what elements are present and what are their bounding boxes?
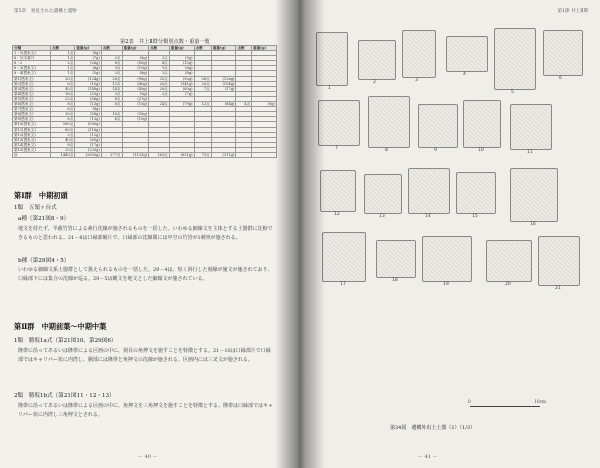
table-cell: 14点 (101, 86, 122, 91)
table-cell: 6点 (51, 107, 75, 112)
pottery-sherd-drawing (456, 172, 496, 214)
figure-number-label: 15 (472, 214, 478, 219)
paragraph-3: 隆帯に沿ってあるいは隆帯による区画の中に、刻目の角押文を施すことを特徴とする。21－10は口縁部片で口縁部ではキャリパー状に内湾し、胴部には隆帯と角押文の沈線が施される。区画内には三叉文が施される。 (18, 348, 271, 363)
table-cell: (8g) (75, 107, 102, 112)
table-cell: (2930g) (75, 152, 102, 157)
figure-number-label: 10 (478, 148, 484, 153)
table-cell: 第3(撚糸文) (13, 86, 51, 91)
paragraph-1: 地文を持たず、半截竹管による素行沈線が施されるものを一括した。いわゆる細線文を主体とする土器群に比較できるものと思われる。21－8は口縁部破片で、口縁部の沈線間には中空の竹管が1刺突が施される。 (18, 226, 273, 241)
pottery-sherd-drawing (364, 174, 402, 214)
table-cell: 2点 (51, 132, 75, 137)
table-cell: (10g) (75, 81, 102, 86)
table-body (13, 51, 277, 158)
table-cell: (6g) (75, 66, 102, 71)
table-cell: (92g) (169, 76, 194, 81)
figure-number-label: 5 (511, 90, 514, 95)
figure-number-label: 6 (559, 76, 562, 81)
table-cell: (26g) (75, 61, 102, 66)
table-cell: 1440点 (51, 152, 75, 157)
table-cell: 1・1(撚糸文) (13, 51, 51, 56)
table-cell: (311g) (211, 152, 236, 157)
table-cell: 6点 (101, 102, 122, 107)
pottery-sherd-drawing (422, 236, 472, 282)
table-cell: 第2(撚糸文) (13, 81, 51, 86)
table-cell: (98g) (122, 76, 149, 81)
pottery-sherd-drawing (538, 236, 580, 286)
table-cell: (5g) (75, 71, 102, 76)
table-cell: (17g) (75, 142, 102, 147)
table-cell: 4点 (236, 102, 252, 107)
table-cell: 28点 (101, 76, 122, 81)
table-cell: (124g) (75, 76, 102, 81)
table-cell: 2点 (149, 91, 170, 96)
figure-number-label: 14 (425, 214, 431, 219)
table-cell: 3点 (101, 66, 122, 71)
scale-label-10cm: 10cm (534, 399, 546, 404)
table-cell: (64g) (211, 102, 236, 107)
table-cell: 1点 (51, 56, 75, 61)
left-page (0, 0, 298, 468)
table-cell: 32点 (149, 76, 170, 81)
table-header-cell: 重量(g) (211, 46, 236, 51)
figure-number-label: 8 (385, 148, 388, 153)
table-cell: 163点 (149, 152, 170, 157)
figure-number-label: 19 (443, 282, 449, 287)
table-cell: 30点 (51, 112, 75, 117)
table-cell: (65g) (75, 137, 102, 142)
table-header-cell: 点数 (51, 46, 75, 51)
table-cell: 8・3(撚糸文) (13, 66, 51, 71)
heading-group-1-subtype-a: a種（第21図8・9） (18, 216, 70, 222)
table-cell: 第11(撚糸文) (13, 127, 51, 132)
table-cell: (225g) (75, 147, 102, 152)
figure-number-label: 16 (530, 222, 536, 227)
table-cell: 277点 (101, 152, 122, 157)
table-cell: (17g) (211, 86, 236, 91)
table-cell: (60g) (169, 86, 194, 91)
figure-number-label: 7 (335, 146, 338, 151)
figure-number-label: 12 (334, 212, 340, 217)
table-cell: 20点 (51, 76, 75, 81)
table-cell: 第10(撚糸文) (13, 122, 51, 127)
figure-caption: 第34図 遺構外出土土器（1）（1/3） (390, 425, 476, 431)
table-cell: 20点 (149, 81, 170, 86)
table-cell: (8g) (122, 71, 149, 76)
table-cell: (149g) (75, 86, 102, 91)
figure-number-label: 9 (434, 148, 437, 153)
table-cell: (104g) (211, 81, 236, 86)
table-cell: 1点 (51, 66, 75, 71)
table-cell: 2点 (51, 61, 75, 66)
table-cell: 第5(撚糸文) (13, 96, 51, 101)
table-header-cell: 点数 (101, 46, 122, 51)
table-cell: 8・1(木葉?) (13, 56, 51, 61)
table-cell: 1点 (51, 51, 75, 56)
table-cell: 4点 (101, 117, 122, 122)
table-cell: 40点 (51, 86, 75, 91)
table-cell: (30g) (122, 112, 149, 117)
figure-number-label: 17 (340, 282, 346, 287)
table-cell: (8g) (75, 51, 102, 56)
table-cell: (13g) (75, 117, 102, 122)
table-cell: (15g) (169, 61, 194, 66)
table-cell: (621g) (169, 152, 194, 157)
table-cell (252, 152, 277, 157)
table-header-cell: 点数 (236, 46, 252, 51)
heading-group-1-subtype-b: b種（第29図4・5） (18, 258, 70, 264)
running-head-right: 第1節 井上Ⅱ期 (557, 9, 588, 14)
table-cell: 第4(撚糸文) (13, 91, 51, 96)
paragraph-4: 隆帯に沿ってあるいは隆帯による区画の中に、角押文を三角押文を施すことを特徴とする。隆帯は口縁部ではキャリパー状に内湾し三角押文とされる。 (18, 403, 274, 418)
table-cell: 16点 (101, 112, 122, 117)
table-cell: (6g) (169, 66, 194, 71)
pottery-sherd-drawing (402, 30, 436, 78)
figure-number-label: 2 (373, 80, 376, 85)
table-cell: 80点 (51, 127, 75, 132)
table-cell: 12点 (194, 102, 211, 107)
pottery-sherd-drawing (486, 240, 532, 282)
pottery-sherd-drawing (494, 28, 536, 90)
figure-number-label: 20 (505, 282, 511, 287)
scale-bar (468, 399, 546, 411)
book-gutter-shadow (275, 0, 325, 468)
table-cell: 第1(撚糸文) (13, 76, 51, 81)
table-header-cell: 分類 (13, 46, 51, 51)
table-cell: (58g) (75, 112, 102, 117)
table-cell: 4点 (149, 61, 170, 66)
table-cell: (12g) (75, 132, 102, 137)
table-cell: 2点 (149, 71, 170, 76)
table-cell: 20点 (51, 147, 75, 152)
figure-number-label: 1 (328, 86, 331, 91)
table-cell: (53g) (75, 91, 102, 96)
table-header-cell: 点数 (149, 46, 170, 51)
pottery-sherd-drawing (368, 96, 410, 148)
table-cell: (141g) (169, 81, 194, 86)
running-head-left: 第5章 発見された遺構と遺物 (14, 9, 77, 14)
pottery-sherd-drawing (322, 232, 366, 282)
paragraph-2: いわゆる細線文系土器群として扱えられるものを一括した。29－4は、短く斜行した刻線が施文が施されており、口縁部下には集合の沈線が巡る。29－5は縄文を地文とした細線文が施されている。 (18, 267, 273, 282)
pottery-sherd-drawing (408, 168, 450, 214)
table-cell: 8点 (51, 102, 75, 107)
table-cell: (116g) (75, 127, 102, 132)
figure-number-label: 4 (463, 72, 466, 77)
table-cell: (7g) (75, 56, 102, 61)
table-cell: (40g) (122, 81, 149, 86)
table-cell: 12点 (101, 81, 122, 86)
table-cell: (56g) (75, 96, 102, 101)
table-cell: 22点 (51, 96, 75, 101)
table-cell: (79g) (169, 102, 194, 107)
heading-group-1: 第Ⅰ群 中期初頭 (14, 191, 68, 200)
table-cell: 第7(撚糸文) (13, 107, 51, 112)
table-cell: (8g) (169, 71, 194, 76)
table-cell: 2点 (149, 56, 170, 61)
figure-number-label: 21 (555, 286, 561, 291)
table-cell: 8・2 (13, 61, 51, 66)
table-cell: 第13(撚糸文) (13, 137, 51, 142)
table-cell: 1点 (51, 71, 75, 76)
heading-group-2-type-1: 1類 勝坂1a式（第21図10、第29図6） (14, 338, 117, 344)
table-cell: 2点 (101, 56, 122, 61)
page-number-right: － 41 － (418, 454, 438, 460)
pottery-sherd-drawing (510, 168, 558, 222)
page-number-left: － 40 － (138, 454, 158, 460)
table-cell: 第6(撚糸文) (13, 102, 51, 107)
table-header-cell: 重量(g) (252, 46, 277, 51)
table-cell: (9g) (252, 102, 277, 107)
table-cell: (49g) (122, 86, 149, 91)
heading-group-2: 第Ⅱ群 中期前葉～中期中葉 (14, 322, 107, 331)
table-cell: (126g) (211, 76, 236, 81)
table-cell: 75点 (194, 152, 211, 157)
heading-group-2-type-2: 2類 勝坂1b式（第21図11・12・13） (14, 393, 115, 399)
table-cell: 第12(撚糸文) (13, 132, 51, 137)
figure-number-label: 3 (415, 78, 418, 83)
pottery-sherd-drawing (543, 30, 583, 76)
table-cell: (10g) (122, 117, 149, 122)
table-cell: 7点 (194, 86, 211, 91)
table-header-cell: 重量(g) (75, 46, 102, 51)
table-header-cell: 重量(g) (122, 46, 149, 51)
table-header-cell: 点数 (194, 46, 211, 51)
pottery-sherd-drawing (510, 104, 552, 150)
scale-label-zero: 0 (468, 399, 471, 404)
table-cell: 36点 (194, 76, 211, 81)
table-cell: 第15(撚糸文) (13, 147, 51, 152)
table-cell: 8点 (101, 61, 122, 66)
table-cell: (7g) (169, 91, 194, 96)
figure-number-label: 13 (379, 214, 385, 219)
table-cell: (9g) (169, 56, 194, 61)
heading-group-1-type-1: 1類 五領ヶ台式 (14, 205, 57, 211)
table-cell: (10g) (122, 102, 149, 107)
table-row (13, 152, 277, 157)
table-cell: 第8(撚糸文) (13, 112, 51, 117)
figure-number-label: 18 (392, 278, 398, 283)
table-cell: 160点 (51, 122, 75, 127)
table-cell: 2点 (101, 71, 122, 76)
data-table (12, 45, 277, 158)
pottery-sherd-drawing (446, 36, 488, 72)
table-cell: 8・4(撚糸文) (13, 71, 51, 76)
table-cell: 16点 (51, 91, 75, 96)
table-cell: 第9(撚糸文) (13, 117, 51, 122)
table-cell: 20点 (149, 86, 170, 91)
table-cell: 8点 (101, 96, 122, 101)
pottery-sherd-drawing (358, 40, 396, 80)
pottery-sherd-drawing (320, 170, 356, 212)
table-cell: 第14(撚糸文) (13, 142, 51, 147)
table-caption: 第2表 井上Ⅱ群分類別点数・重量一覧 (120, 39, 210, 45)
table-cell: (10g) (122, 66, 149, 71)
pottery-sherd-drawing (418, 104, 458, 148)
pottery-sherd-drawing (376, 240, 416, 278)
table-cell: 3点 (101, 91, 122, 96)
pottery-sherd-drawing (463, 100, 501, 148)
table-cell: 24点 (149, 102, 170, 107)
table-cell: (13g) (75, 102, 102, 107)
table-cell: 6点 (51, 81, 75, 86)
table-cell: 8点 (51, 117, 75, 122)
table-cell: 8点 (51, 142, 75, 147)
table-cell: (27g) (122, 96, 149, 101)
table-cell: (8g) (122, 56, 149, 61)
right-page (298, 0, 600, 468)
table-cell: 40点 (51, 137, 75, 142)
table-header-cell: 重量(g) (169, 46, 194, 51)
table-cell: 計 (13, 152, 51, 157)
table-cell: (9g) (122, 91, 149, 96)
table-cell: 1点 (149, 66, 170, 71)
table-cell: (500g) (75, 122, 102, 127)
table-cell (236, 152, 252, 157)
table-cell: 20点 (194, 81, 211, 86)
figure-number-label: 11 (527, 150, 533, 155)
table-cell: (50g) (122, 61, 149, 66)
table-cell: (1135g) (122, 152, 149, 157)
